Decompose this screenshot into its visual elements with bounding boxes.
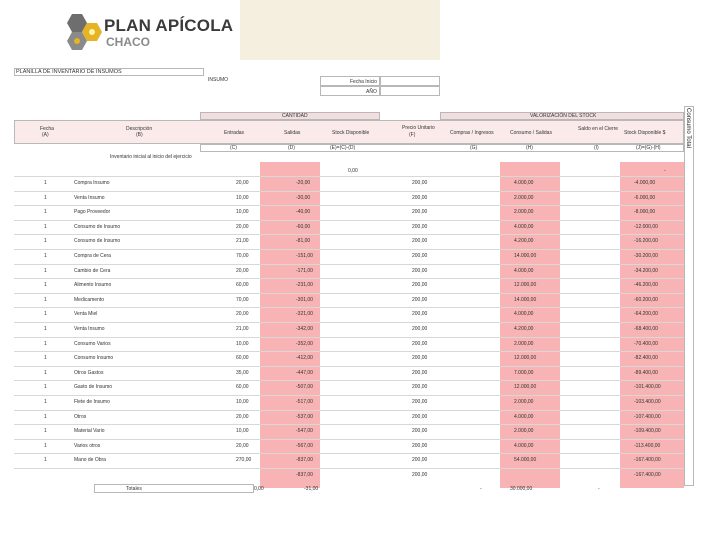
cell-consumo: 2.000,00 [514, 194, 534, 201]
table-row-divider [14, 322, 684, 323]
cell-desc: Mano de Obra [74, 457, 106, 464]
cell-salidas: -40,00 [296, 209, 311, 216]
cell-desc: Venta Insumo [74, 326, 105, 332]
table-row-divider [14, 264, 684, 265]
cell-desc: Consumo Insumo [74, 355, 114, 362]
table-row-divider [14, 380, 684, 381]
cell-consumo: 2.000,00 [514, 340, 534, 347]
cell-entradas: 20,00 [236, 442, 249, 449]
table-row-divider [14, 191, 684, 192]
fecha-label: Fecha Inicio [350, 79, 377, 85]
cell-entradas: 60,00 [236, 384, 249, 391]
inv-saldo: - [664, 168, 666, 174]
cell-precio: 200,00 [412, 223, 428, 230]
side-label: Consumo Total [685, 108, 691, 148]
insumo-label: INSUMO [208, 77, 228, 83]
cell-consumo: 4.200,00 [514, 326, 534, 332]
cell-entradas: 20,00 [236, 413, 249, 420]
totals-stock: 0,00 [254, 486, 264, 492]
col-desc-unit: (B) [136, 132, 143, 138]
cell-fecha: 1 [44, 457, 47, 464]
table-row-divider [14, 424, 684, 425]
cell-saldo: -113.400,00 [634, 442, 661, 449]
table-row-divider [14, 453, 684, 454]
cell-entradas: 10,00 [236, 428, 249, 435]
sheet-title: PLANILLA DE INVENTARIO DE INSUMOS [16, 69, 122, 75]
header-banner [240, 0, 440, 60]
cell-fecha: 1 [44, 428, 47, 435]
cell-consumo: 4.000,00 [514, 223, 534, 230]
cell-saldo: -103.400,00 [634, 399, 661, 405]
inventario-inicial-label: Inventario inicial al inicio del ejercicio [110, 154, 192, 160]
cell-saldo: -12.000,00 [634, 223, 658, 230]
cell-saldo: -107.400,00 [634, 413, 661, 420]
totals-saldo: - [598, 486, 600, 492]
totals-label-cell [94, 484, 254, 493]
cell-entradas: 10,00 [236, 340, 249, 347]
cell-fecha: 1 [44, 340, 47, 347]
cell-consumo: 4.200,00 [514, 238, 534, 245]
cell-saldo: -89.400,00 [634, 369, 658, 376]
cantidad-group-label: CANTIDAD [282, 113, 308, 119]
col-stock: Stock Disponible [332, 130, 370, 136]
cell-consumo: 14.000,00 [514, 253, 537, 259]
cell-fecha: 1 [44, 442, 47, 449]
cell-saldo: -60.200,00 [634, 296, 658, 303]
cell-desc: Varios otros [74, 442, 101, 449]
valor-group-label: VALORIZACIÓN DEL STOCK [530, 113, 597, 119]
sub-i: (I) [594, 145, 599, 151]
cell-entradas: 70,00 [236, 296, 249, 303]
cell-fecha: 1 [44, 326, 47, 332]
cell-desc: Alimento Insumo [74, 282, 112, 289]
table-row-divider [14, 278, 684, 279]
inventory-sheet [14, 68, 694, 508]
sub-c: (C) [230, 145, 237, 151]
cell-salidas: -507,00 [296, 384, 313, 391]
cell-consumo: 4.000,00 [514, 442, 534, 449]
cell-salidas: -171,00 [296, 267, 313, 274]
totals-consumo: 30.000,00 [510, 486, 533, 492]
cell-salidas: -151,00 [296, 253, 313, 259]
cell-desc: Flete de Insumo [74, 399, 110, 405]
year-label: AÑO [366, 89, 377, 95]
cell-desc: Compra Insumo [74, 180, 110, 186]
cell-desc: Consumo de Insumo [74, 238, 121, 245]
cell-fecha: 1 [44, 209, 47, 216]
cell-consumo: 2.000,00 [514, 209, 534, 216]
cell-salidas: -60,00 [296, 223, 311, 230]
cell-consumo: 4.000,00 [514, 180, 534, 186]
cell-entradas: 35,00 [236, 369, 249, 376]
cell-fecha: 1 [44, 282, 47, 289]
cell-entradas: 20,00 [236, 267, 249, 274]
cell-saldo: -34.200,00 [634, 267, 658, 274]
cell-salidas: -517,00 [296, 399, 313, 405]
cell-precio: 200,00 [412, 267, 428, 274]
col-entradas: Entradas [224, 130, 245, 136]
cell-consumo: 2.000,00 [514, 428, 534, 435]
table-row-divider [14, 337, 684, 338]
cell-fecha: 1 [44, 384, 47, 391]
cell-precio: 200,00 [412, 355, 428, 362]
cell-saldo: -30.200,00 [634, 253, 658, 259]
table-row-divider [14, 395, 684, 396]
cell-entradas: 10,00 [236, 399, 249, 405]
honeycomb-icon [60, 12, 104, 52]
cell-entradas: 270,00 [236, 457, 252, 464]
totals-label: Totales [126, 486, 142, 492]
table-row-divider [14, 234, 684, 235]
table-row-divider [14, 176, 684, 177]
cell-fecha: 1 [44, 355, 47, 362]
cell-salidas: -547,00 [296, 428, 313, 435]
cell-fecha: 1 [44, 369, 47, 376]
cell-desc: Otros Gastos [74, 369, 104, 376]
cell-salidas: -537,00 [296, 413, 313, 420]
cell-consumo: 54.000,00 [514, 457, 537, 464]
brand-title: PLAN APÍCOLA [104, 16, 234, 35]
sub-j: (J)=(G)-(H) [636, 145, 661, 151]
inv-stock: 0,00 [348, 168, 358, 174]
col-fecha-unit: (A) [42, 132, 49, 138]
sub-d: (D) [288, 145, 295, 151]
cell-precio: 200,00 [412, 399, 428, 405]
cell-entradas: 60,00 [236, 355, 249, 362]
cell-entradas: 60,00 [236, 282, 249, 289]
cell-precio: 200,00 [412, 209, 428, 216]
cell-saldo: -70.400,00 [634, 340, 658, 347]
cell-saldo: -6.000,00 [634, 194, 656, 201]
cell-desc: Consumo Varios [74, 340, 111, 347]
cell-precio: 200,00 [412, 457, 428, 464]
cell-fecha: 1 [44, 296, 47, 303]
sub-h: (H) [526, 145, 533, 151]
cell-precio: 200,00 [412, 369, 428, 376]
table-row-divider [14, 366, 684, 367]
cell-salidas: -837,00 [296, 457, 313, 464]
cell-fecha: 1 [44, 253, 47, 259]
cell-consumo: 4.000,00 [514, 311, 534, 318]
cell-precio: 200,00 [412, 311, 428, 318]
col-compras: Compras / Ingresos [450, 130, 494, 136]
cell-desc: Consumo de Insumo [74, 223, 121, 230]
side-label-cell [684, 106, 694, 486]
totals-compras: - [480, 486, 482, 492]
col-precio: Precio Unitario [402, 125, 435, 131]
cell-salidas: -837,00 [296, 472, 313, 478]
table-row-divider [14, 220, 684, 221]
fecha-input[interactable] [380, 76, 440, 86]
cell-saldo: -82.400,00 [634, 355, 658, 362]
cell-entradas: 70,00 [236, 253, 249, 259]
cell-fecha: 1 [44, 238, 47, 245]
cell-desc: Otros [74, 413, 87, 420]
cell-precio: 200,00 [412, 194, 428, 201]
cell-salidas: -231,00 [296, 282, 313, 289]
cell-saldo: -167.400,00 [634, 472, 661, 478]
cell-saldo: -109.400,00 [634, 428, 661, 435]
col-salidas: Salidas [284, 130, 301, 136]
cell-saldo: -64.200,00 [634, 311, 658, 318]
cell-salidas: -30,00 [296, 194, 311, 201]
cell-precio: 200,00 [412, 296, 428, 303]
cell-entradas: 10,00 [236, 194, 249, 201]
cell-precio: 200,00 [412, 180, 428, 186]
cell-consumo: 12.000,00 [514, 355, 537, 362]
table-row-divider [14, 249, 684, 250]
year-input[interactable] [380, 86, 440, 96]
cell-saldo: -46.200,00 [634, 282, 658, 289]
cell-fecha: 1 [44, 267, 47, 274]
cell-desc: Venta Miel [74, 311, 98, 318]
cell-fecha: 1 [44, 399, 47, 405]
totals-salidas: -31,00 [304, 486, 319, 492]
cell-precio: 200,00 [412, 428, 428, 435]
sub-e: (E)=(C)-(D) [330, 145, 356, 151]
cell-desc: Medicamento [74, 296, 105, 303]
cell-salidas: -20,00 [296, 180, 311, 186]
cell-saldo: -16.200,00 [634, 238, 658, 245]
cell-fecha: 1 [44, 194, 47, 201]
cell-entradas: 20,00 [236, 223, 249, 230]
brand-subtitle: CHACO [106, 35, 150, 49]
cell-entradas: 10,00 [236, 209, 249, 216]
sub-label-row [200, 144, 684, 152]
cell-consumo: 14.000,00 [514, 296, 537, 303]
cell-precio: 200,00 [412, 238, 428, 245]
table-row-divider [14, 307, 684, 308]
cell-desc: Material Vario [74, 428, 105, 435]
cell-consumo: 12.000,00 [514, 384, 537, 391]
cell-saldo: -68.400,00 [634, 326, 658, 332]
table-row-divider [14, 439, 684, 440]
cell-saldo: -101.400,00 [634, 384, 661, 391]
cell-salidas: -447,00 [296, 369, 313, 376]
cell-salidas: -567,00 [296, 442, 313, 449]
table-row-divider [14, 293, 684, 294]
cell-salidas: -321,00 [296, 311, 313, 318]
col-saldo-ant: Saldo en el Cierre [578, 126, 619, 132]
cell-fecha: 1 [44, 180, 47, 186]
cell-desc: Gasto de Insumo [74, 384, 113, 391]
cell-desc: Pago Proveedor [74, 209, 111, 216]
cell-fecha: 1 [44, 413, 47, 420]
cell-precio: 200,00 [412, 253, 428, 259]
cell-salidas: -352,00 [296, 340, 313, 347]
col-saldo: Stock Disponible $ [624, 130, 666, 136]
cell-entradas: 20,00 [236, 180, 249, 186]
cell-consumo: 7.000,00 [514, 369, 534, 376]
cell-precio: 200,00 [412, 413, 428, 420]
cell-fecha: 1 [44, 311, 47, 318]
cell-precio: 200,00 [412, 326, 428, 332]
cell-consumo: 4.000,00 [514, 413, 534, 420]
table-row-divider [14, 468, 684, 469]
col-precio-unit: (F) [409, 132, 416, 138]
cell-salidas: -81,00 [296, 238, 311, 245]
cell-precio: 200,00 [412, 282, 428, 289]
cell-precio: 200,00 [412, 384, 428, 391]
cell-precio: 200,00 [412, 472, 428, 478]
cell-entradas: 21,00 [236, 326, 249, 332]
cell-entradas: 21,00 [236, 238, 249, 245]
cell-saldo: -4.000,00 [634, 180, 656, 186]
table-row-divider [14, 205, 684, 206]
table-row-divider [14, 410, 684, 411]
col-consumo: Consumo / Salidas [510, 130, 552, 136]
cell-consumo: 4.000,00 [514, 267, 534, 274]
cell-saldo: -8.000,00 [634, 209, 656, 216]
cell-desc: Compra de Cera [74, 253, 111, 259]
col-desc: Descripción [126, 126, 153, 132]
cell-desc: Venta Insumo [74, 194, 105, 201]
cell-entradas: 20,00 [236, 311, 249, 318]
cell-consumo: 12.000,00 [514, 282, 537, 289]
cell-saldo: -167.400,00 [634, 457, 661, 464]
cell-fecha: 1 [44, 223, 47, 230]
cell-precio: 200,00 [412, 340, 428, 347]
cell-salidas: -301,00 [296, 296, 313, 303]
cell-salidas: -412,00 [296, 355, 313, 362]
sub-g: (G) [470, 145, 478, 151]
table-row-divider [14, 351, 684, 352]
cell-salidas: -342,00 [296, 326, 313, 332]
cell-consumo: 2.000,00 [514, 399, 534, 405]
col-fecha: Fecha [40, 126, 54, 132]
cell-desc: Cambio de Cera [74, 267, 111, 274]
cell-precio: 200,00 [412, 442, 428, 449]
